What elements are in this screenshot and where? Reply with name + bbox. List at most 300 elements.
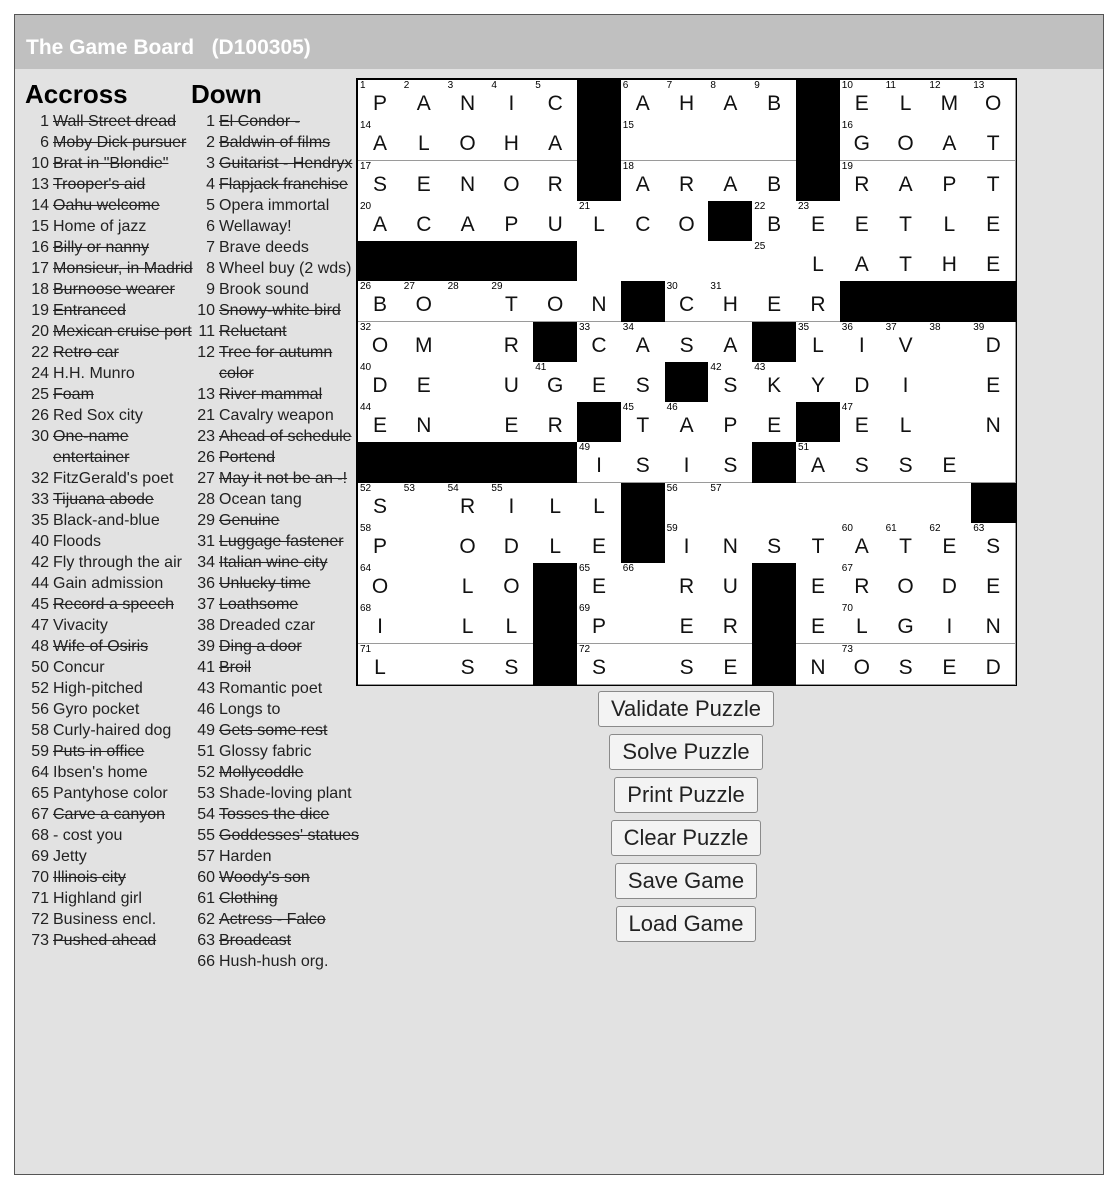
grid-cell[interactable] <box>708 523 753 564</box>
clue-item[interactable] <box>25 867 193 888</box>
grid-cell[interactable] <box>621 201 666 242</box>
grid-cell[interactable] <box>927 402 972 443</box>
grid-cell[interactable] <box>840 362 885 403</box>
cell-number: 40 <box>360 361 372 373</box>
grid-cell[interactable] <box>577 241 622 282</box>
clue-item[interactable] <box>191 594 361 615</box>
grid-cell[interactable] <box>446 322 491 363</box>
clue-item[interactable] <box>191 510 361 531</box>
grid-cell[interactable] <box>489 201 534 242</box>
clue-item[interactable] <box>25 153 193 174</box>
clue-item[interactable] <box>191 300 361 321</box>
clue-item[interactable] <box>191 237 361 258</box>
cell-number: 57 <box>710 482 722 494</box>
grid-cell[interactable] <box>446 603 491 644</box>
grid-cell[interactable] <box>927 241 972 282</box>
clue-text: Concur <box>53 659 105 676</box>
clue-item[interactable] <box>25 300 193 321</box>
clue-item[interactable] <box>25 888 193 909</box>
cell-letter: A <box>854 253 869 277</box>
clue-number: 70 <box>31 869 49 886</box>
clue-item[interactable] <box>191 804 361 825</box>
clue-item[interactable] <box>191 342 361 384</box>
clue-item[interactable] <box>191 321 361 342</box>
grid-cell[interactable] <box>927 120 972 161</box>
grid-cell[interactable] <box>402 362 447 403</box>
clue-item[interactable] <box>191 258 361 279</box>
grid-cell[interactable] <box>489 362 534 403</box>
clue-item[interactable] <box>25 594 193 615</box>
grid-cell[interactable] <box>884 322 929 363</box>
grid-cell[interactable] <box>533 523 578 564</box>
grid-cell[interactable] <box>577 523 622 564</box>
clue-item[interactable] <box>191 615 361 636</box>
clue-item[interactable] <box>191 657 361 678</box>
clue-item[interactable] <box>191 279 361 300</box>
grid-cell[interactable] <box>840 161 885 202</box>
grid-cell[interactable] <box>840 603 885 644</box>
cell-letter: E <box>504 414 519 438</box>
grid-cell[interactable] <box>840 442 885 483</box>
save-game-button[interactable]: Save Game <box>615 863 757 899</box>
grid-cell[interactable] <box>489 523 534 564</box>
cell-number: 54 <box>447 482 459 494</box>
clue-item[interactable] <box>191 720 361 741</box>
grid-cell[interactable] <box>708 80 753 121</box>
grid-cell[interactable] <box>402 644 447 685</box>
grid-cell[interactable] <box>884 80 929 121</box>
grid-cell[interactable] <box>840 402 885 443</box>
grid-cell[interactable] <box>358 563 403 604</box>
grid-cell[interactable] <box>665 120 710 161</box>
grid-cell[interactable] <box>927 201 972 242</box>
grid-cell[interactable] <box>446 120 491 161</box>
grid-cell[interactable] <box>796 523 841 564</box>
cell-letter: E <box>591 575 606 599</box>
grid-cell[interactable] <box>884 483 929 524</box>
grid-cell[interactable] <box>708 402 753 443</box>
grid-cell[interactable] <box>927 80 972 121</box>
grid-cell[interactable] <box>358 402 403 443</box>
grid-cell[interactable] <box>489 603 534 644</box>
clue-item[interactable] <box>25 195 193 216</box>
grid-cell[interactable] <box>402 281 447 322</box>
grid-cell[interactable] <box>358 523 403 564</box>
grid-cell[interactable] <box>577 483 622 524</box>
grid-cell[interactable] <box>621 322 666 363</box>
print-puzzle-button[interactable]: Print Puzzle <box>614 777 757 813</box>
clue-text: Actress - Falco <box>219 911 326 928</box>
black-square <box>358 241 403 282</box>
grid-cell[interactable] <box>971 523 1016 564</box>
grid-cell[interactable] <box>752 523 797 564</box>
grid-cell[interactable] <box>884 241 929 282</box>
grid-cell[interactable] <box>884 120 929 161</box>
grid-cell[interactable] <box>708 281 753 322</box>
grid-cell[interactable] <box>927 603 972 644</box>
grid-cell[interactable] <box>533 402 578 443</box>
clue-item[interactable] <box>191 762 361 783</box>
clue-item[interactable] <box>25 573 193 594</box>
grid-cell[interactable] <box>840 322 885 363</box>
clue-item[interactable] <box>25 279 193 300</box>
grid-cell[interactable] <box>402 161 447 202</box>
clue-item[interactable] <box>25 657 193 678</box>
grid-cell[interactable] <box>446 523 491 564</box>
grid-cell[interactable] <box>446 362 491 403</box>
grid-cell[interactable] <box>665 161 710 202</box>
grid-cell[interactable] <box>708 442 753 483</box>
clue-item[interactable] <box>191 111 361 132</box>
grid-cell[interactable] <box>621 603 666 644</box>
clue-item[interactable] <box>191 699 361 720</box>
grid-cell[interactable] <box>621 362 666 403</box>
grid-cell[interactable] <box>402 523 447 564</box>
grid-cell[interactable] <box>927 563 972 604</box>
clue-item[interactable] <box>191 447 361 468</box>
grid-cell[interactable] <box>402 603 447 644</box>
solve-puzzle-button[interactable]: Solve Puzzle <box>609 734 762 770</box>
clue-item[interactable] <box>191 888 361 909</box>
grid-cell[interactable] <box>358 644 403 685</box>
grid-cell[interactable] <box>446 161 491 202</box>
grid-cell[interactable] <box>665 322 710 363</box>
grid-cell[interactable] <box>621 644 666 685</box>
grid-cell[interactable] <box>708 322 753 363</box>
clue-item[interactable] <box>25 909 193 930</box>
grid-cell[interactable] <box>533 362 578 403</box>
clue-item[interactable] <box>191 678 361 699</box>
grid-cell[interactable] <box>665 483 710 524</box>
clue-item[interactable] <box>25 762 193 783</box>
grid-cell[interactable] <box>577 201 622 242</box>
clue-item[interactable] <box>191 951 361 972</box>
grid-cell[interactable] <box>489 322 534 363</box>
grid-cell[interactable] <box>358 80 403 121</box>
grid-cell[interactable] <box>665 402 710 443</box>
grid-cell[interactable] <box>884 402 929 443</box>
clue-item[interactable] <box>191 741 361 762</box>
grid-cell[interactable] <box>577 603 622 644</box>
clue-item[interactable] <box>191 846 361 867</box>
grid-cell[interactable] <box>446 563 491 604</box>
grid-cell[interactable] <box>489 563 534 604</box>
grid-cell[interactable] <box>533 120 578 161</box>
grid-cell[interactable] <box>358 603 403 644</box>
grid-cell[interactable] <box>840 563 885 604</box>
grid-cell[interactable] <box>665 563 710 604</box>
grid-cell[interactable] <box>971 402 1016 443</box>
grid-cell[interactable] <box>358 322 403 363</box>
cell-letter: G <box>853 132 870 156</box>
clue-item[interactable] <box>191 489 361 510</box>
grid-cell[interactable] <box>621 442 666 483</box>
grid-cell[interactable] <box>840 644 885 685</box>
grid-cell[interactable] <box>884 644 929 685</box>
cell-number: 33 <box>579 321 591 333</box>
grid-cell[interactable] <box>533 281 578 322</box>
grid-cell[interactable] <box>796 442 841 483</box>
grid-cell[interactable] <box>402 402 447 443</box>
grid-cell[interactable] <box>884 442 929 483</box>
grid-cell[interactable] <box>577 322 622 363</box>
grid-cell[interactable] <box>884 161 929 202</box>
grid-cell[interactable] <box>796 603 841 644</box>
cell-letter: L <box>593 212 605 236</box>
grid-cell[interactable] <box>621 402 666 443</box>
grid-cell[interactable] <box>752 161 797 202</box>
grid-cell[interactable] <box>708 563 753 604</box>
grid-cell[interactable] <box>446 644 491 685</box>
grid-cell[interactable] <box>665 80 710 121</box>
grid-cell[interactable] <box>621 161 666 202</box>
grid-cell[interactable] <box>665 201 710 242</box>
clue-item[interactable] <box>25 825 193 846</box>
grid-cell[interactable] <box>446 402 491 443</box>
grid-cell[interactable] <box>884 523 929 564</box>
cell-number: 16 <box>841 120 853 132</box>
grid-cell[interactable] <box>796 563 841 604</box>
grid-cell[interactable] <box>752 362 797 403</box>
grid-cell[interactable] <box>708 120 753 161</box>
clue-item[interactable] <box>191 195 361 216</box>
clue-item[interactable] <box>25 783 193 804</box>
clue-item[interactable] <box>25 405 193 426</box>
clue-item[interactable] <box>25 363 193 384</box>
grid-cell[interactable] <box>489 281 534 322</box>
clue-item[interactable] <box>25 111 193 132</box>
clue-item[interactable] <box>191 405 361 426</box>
grid-cell[interactable] <box>927 442 972 483</box>
grid-cell[interactable] <box>971 322 1016 363</box>
grid-cell[interactable] <box>577 563 622 604</box>
grid-cell[interactable] <box>577 442 622 483</box>
clue-item[interactable] <box>191 384 361 405</box>
grid-cell[interactable] <box>884 201 929 242</box>
clue-item[interactable] <box>25 615 193 636</box>
grid-cell[interactable] <box>489 402 534 443</box>
grid-cell[interactable] <box>489 80 534 121</box>
clue-item[interactable] <box>25 510 193 531</box>
clue-item[interactable] <box>25 489 193 510</box>
grid-cell[interactable] <box>840 80 885 121</box>
clue-item[interactable] <box>25 426 193 468</box>
grid-cell[interactable] <box>971 161 1016 202</box>
cell-letter: H <box>722 293 738 317</box>
clue-text: Highland girl <box>53 890 142 907</box>
grid-cell[interactable] <box>665 523 710 564</box>
grid-cell[interactable] <box>840 201 885 242</box>
grid-cell[interactable] <box>621 120 666 161</box>
clue-item[interactable] <box>25 216 193 237</box>
clue-item[interactable] <box>25 384 193 405</box>
grid-cell[interactable] <box>752 120 797 161</box>
grid-cell[interactable] <box>840 523 885 564</box>
grid-cell[interactable] <box>884 563 929 604</box>
clue-text: Home of jazz <box>53 218 147 235</box>
grid-cell[interactable] <box>752 80 797 121</box>
clue-item[interactable] <box>191 930 361 951</box>
grid-cell[interactable] <box>402 120 447 161</box>
validate-puzzle-button[interactable]: Validate Puzzle <box>598 691 774 727</box>
clue-item[interactable] <box>191 825 361 846</box>
grid-cell[interactable] <box>665 281 710 322</box>
grid-cell[interactable] <box>533 201 578 242</box>
clue-item[interactable] <box>191 867 361 888</box>
clue-item[interactable] <box>191 783 361 804</box>
grid-cell[interactable] <box>489 644 534 685</box>
grid-cell[interactable] <box>971 241 1016 282</box>
clue-item[interactable] <box>25 237 193 258</box>
grid-cell[interactable] <box>358 201 403 242</box>
grid-cell[interactable] <box>927 644 972 685</box>
grid-cell[interactable] <box>402 563 447 604</box>
grid-cell[interactable] <box>533 80 578 121</box>
clue-item[interactable] <box>25 342 193 363</box>
grid-cell[interactable] <box>840 120 885 161</box>
clue-item[interactable] <box>191 909 361 930</box>
grid-cell[interactable] <box>577 644 622 685</box>
clue-item[interactable] <box>25 531 193 552</box>
cell-letter: O <box>503 172 520 196</box>
grid-cell[interactable] <box>446 483 491 524</box>
grid-cell[interactable] <box>577 362 622 403</box>
grid-cell[interactable] <box>708 362 753 403</box>
grid-cell[interactable] <box>971 120 1016 161</box>
grid-cell[interactable] <box>971 563 1016 604</box>
grid-cell[interactable] <box>665 442 710 483</box>
grid-cell[interactable] <box>796 322 841 363</box>
clue-item[interactable] <box>25 258 193 279</box>
grid-cell[interactable] <box>402 483 447 524</box>
clue-item[interactable] <box>25 846 193 867</box>
grid-cell[interactable] <box>796 241 841 282</box>
clue-number: 10 <box>197 302 215 319</box>
cell-number: 58 <box>360 522 372 534</box>
grid-cell[interactable] <box>796 201 841 242</box>
clue-item[interactable] <box>25 552 193 573</box>
clue-item[interactable] <box>191 132 361 153</box>
grid-cell[interactable] <box>971 442 1016 483</box>
grid-cell[interactable] <box>971 80 1016 121</box>
grid-cell[interactable] <box>708 161 753 202</box>
grid-cell[interactable] <box>927 362 972 403</box>
grid-cell[interactable] <box>796 644 841 685</box>
grid-cell[interactable] <box>752 241 797 282</box>
grid-cell[interactable] <box>752 483 797 524</box>
grid-cell[interactable] <box>665 241 710 282</box>
grid-cell[interactable] <box>358 483 403 524</box>
clue-item[interactable] <box>25 132 193 153</box>
clue-item[interactable] <box>191 636 361 657</box>
grid-cell[interactable] <box>708 603 753 644</box>
grid-cell[interactable] <box>752 281 797 322</box>
grid-cell[interactable] <box>708 241 753 282</box>
grid-cell[interactable] <box>927 322 972 363</box>
grid-cell[interactable] <box>402 322 447 363</box>
grid-cell[interactable] <box>708 644 753 685</box>
grid-cell[interactable] <box>489 161 534 202</box>
grid-cell[interactable] <box>927 161 972 202</box>
clue-item[interactable] <box>191 216 361 237</box>
grid-cell[interactable] <box>796 362 841 403</box>
clue-number: 42 <box>31 554 49 571</box>
grid-cell[interactable] <box>665 603 710 644</box>
grid-cell[interactable] <box>927 483 972 524</box>
clue-item[interactable] <box>25 321 193 342</box>
grid-cell[interactable] <box>489 483 534 524</box>
grid-cell[interactable] <box>358 362 403 403</box>
grid-cell[interactable] <box>927 523 972 564</box>
clue-item[interactable] <box>25 804 193 825</box>
grid-cell[interactable] <box>446 80 491 121</box>
clue-item[interactable] <box>191 153 361 174</box>
clue-item[interactable] <box>25 699 193 720</box>
grid-cell[interactable] <box>971 603 1016 644</box>
grid-cell[interactable] <box>621 241 666 282</box>
clue-item[interactable] <box>25 678 193 699</box>
clue-item[interactable] <box>25 636 193 657</box>
grid-cell[interactable] <box>971 362 1016 403</box>
grid-cell[interactable] <box>358 281 403 322</box>
cell-letter: E <box>591 373 606 397</box>
grid-cell[interactable] <box>752 402 797 443</box>
grid-cell[interactable] <box>796 483 841 524</box>
grid-cell[interactable] <box>577 281 622 322</box>
grid-cell[interactable] <box>971 644 1016 685</box>
clue-item[interactable] <box>191 573 361 594</box>
load-game-button[interactable]: Load Game <box>616 906 757 942</box>
grid-cell[interactable] <box>621 563 666 604</box>
clue-number: 14 <box>31 197 49 214</box>
grid-cell[interactable] <box>621 80 666 121</box>
clue-item[interactable] <box>25 174 193 195</box>
clue-item[interactable] <box>25 741 193 762</box>
grid-cell[interactable] <box>840 241 885 282</box>
clue-item[interactable] <box>191 468 361 489</box>
grid-cell[interactable] <box>358 161 403 202</box>
clue-item[interactable] <box>191 531 361 552</box>
clue-item[interactable] <box>191 426 361 447</box>
grid-cell[interactable] <box>446 281 491 322</box>
grid-cell[interactable] <box>884 362 929 403</box>
grid-cell[interactable] <box>971 201 1016 242</box>
clue-item[interactable] <box>25 468 193 489</box>
cell-number: 7 <box>666 80 673 91</box>
grid-cell[interactable] <box>358 120 403 161</box>
grid-cell[interactable] <box>752 201 797 242</box>
grid-cell[interactable] <box>708 483 753 524</box>
clue-item[interactable] <box>191 174 361 195</box>
black-square <box>752 442 797 483</box>
grid-cell[interactable] <box>402 201 447 242</box>
grid-cell[interactable] <box>446 201 491 242</box>
grid-cell[interactable] <box>884 603 929 644</box>
clue-item[interactable] <box>191 552 361 573</box>
clear-puzzle-button[interactable]: Clear Puzzle <box>611 820 762 856</box>
grid-cell[interactable] <box>796 281 841 322</box>
grid-cell[interactable] <box>533 483 578 524</box>
cell-letter: K <box>767 373 782 397</box>
grid-cell[interactable] <box>489 120 534 161</box>
grid-cell[interactable] <box>402 80 447 121</box>
clue-item[interactable] <box>25 930 193 951</box>
grid-cell[interactable] <box>840 483 885 524</box>
clue-item[interactable] <box>25 720 193 741</box>
grid-cell[interactable] <box>533 161 578 202</box>
grid-cell[interactable] <box>665 644 710 685</box>
cell-letter: S <box>460 655 475 679</box>
